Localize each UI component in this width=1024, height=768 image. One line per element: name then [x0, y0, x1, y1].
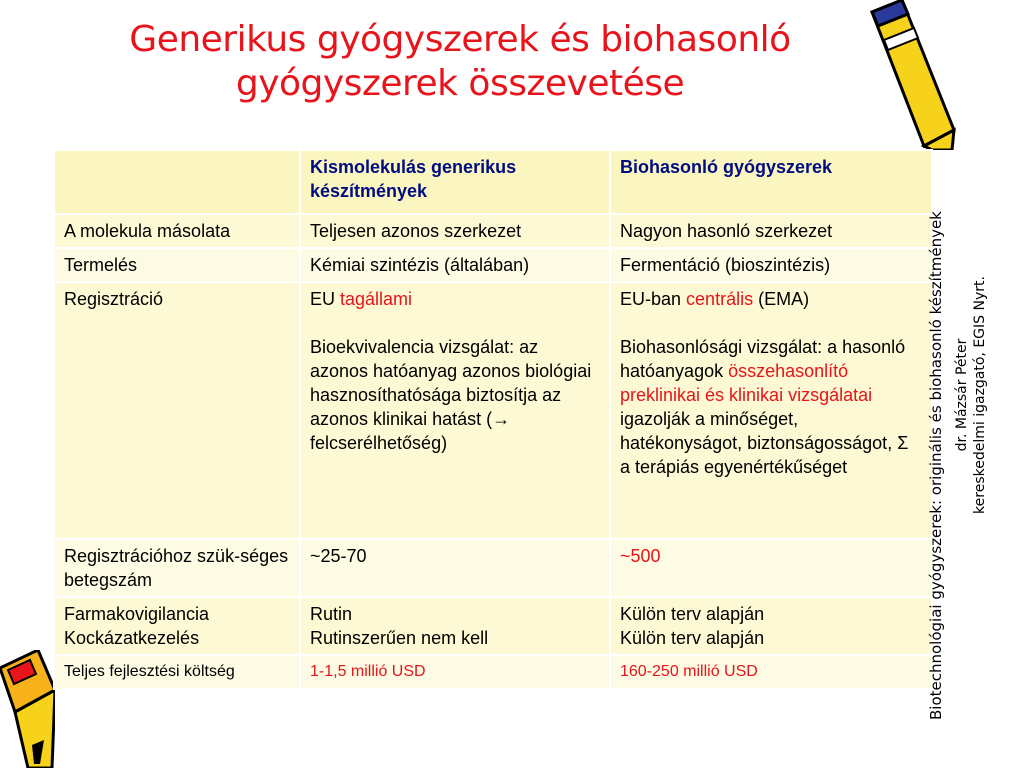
table-row: [54, 655, 932, 689]
biosimilar-cell: ~500: [610, 539, 932, 597]
row-label: Regisztrációhoz szük-séges betegszám: [54, 539, 300, 597]
table-row: [54, 248, 932, 282]
highlight-text: összehasonlító preklinikai és klinikai vizsgálatai: [620, 361, 873, 405]
biosimilar-cell: Fermentáció (bioszintézis): [610, 248, 932, 282]
footer-author: dr. Mázsár Péter kereskedelmi igazgató, EGIS Nyrt.: [954, 276, 988, 514]
biosimilar-cell: 160-250 millió USD: [610, 655, 932, 689]
slide-title: [60, 18, 860, 106]
generic-cell: EU tagállami Bioekvivalencia vizsgálat: az azonos hatóanyag azonos biológiai hasznosíthatósága biztosítja az azonos klinikai hatást (→ felcserélhetőség): [300, 282, 610, 539]
table-row: [54, 597, 932, 655]
biosimilar-cell: EU-ban centrális (EMA) Biohasonlósági vizsgálat: a hasonló hatóanyagok összehasonlító preklinikai és klinikai vizsgálatai igazolják a minőséget, hatékonyságot, biztonságosságot, Σ a terápiás egyenértékűséget: [610, 282, 932, 539]
highlight-text: tagállami: [340, 289, 413, 309]
biosimilar-cell: Külön terv alapján Külön terv alapján: [610, 597, 932, 655]
generic-cell: Kémiai szintézis (általában): [300, 248, 610, 282]
footer-source-line: Biotechnológiai gyógyszerek: originális és biohasonló készítmények: [927, 211, 945, 720]
table-row: [54, 282, 932, 539]
pencil-icon: [0, 650, 55, 768]
generic-cell: 1-1,5 millió USD: [300, 655, 610, 689]
table-row: [54, 214, 932, 248]
row-label: Regisztráció: [54, 282, 300, 539]
generic-cell: ~25-70: [300, 539, 610, 597]
comparison-table: [53, 149, 933, 690]
row-label: Teljes fejlesztési költség: [54, 655, 300, 689]
row-label: Termelés: [54, 248, 300, 282]
table-header-row: [54, 150, 932, 214]
pencil-icon: [862, 0, 962, 150]
row-label: Farmakovigilancia Kockázatkezelés: [54, 597, 300, 655]
header-biosimilar: Biohasonló gyógyszerek: [610, 150, 932, 214]
highlight-text: centrális: [686, 289, 754, 309]
title-line-1: Generikus gyógyszerek és biohasonló: [129, 19, 791, 60]
header-generic: Kismolekulás generikus készítmények: [300, 150, 610, 214]
table-row: [54, 539, 932, 597]
title-line-2: gyógyszerek összevetése: [235, 63, 685, 104]
generic-cell: Rutin Rutinszerűen nem kell: [300, 597, 610, 655]
header-empty-cell: [54, 150, 300, 214]
generic-cell: Teljesen azonos szerkezet: [300, 214, 610, 248]
biosimilar-cell: Nagyon hasonló szerkezet: [610, 214, 932, 248]
row-label: A molekula másolata: [54, 214, 300, 248]
arrow-right-icon: →: [492, 409, 511, 429]
